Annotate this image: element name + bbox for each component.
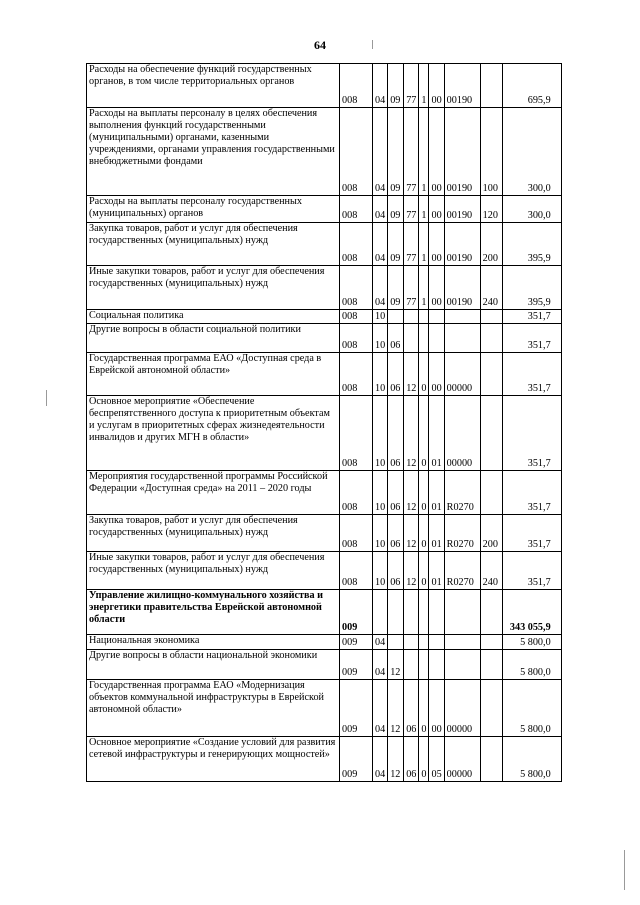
subprogram-code: 0 (419, 353, 429, 396)
program-code: 12 (404, 515, 419, 552)
program-code (404, 310, 419, 324)
event-code: 00 (429, 108, 444, 196)
amount: 351,7 (502, 310, 561, 324)
subprogram-code: 0 (419, 680, 429, 737)
table-row (87, 680, 562, 737)
table-body (87, 64, 562, 782)
section-code: 10 (373, 471, 388, 515)
event-code (429, 650, 444, 680)
section-code: 10 (373, 396, 388, 471)
ministry-code: 009 (340, 635, 373, 650)
expense-type-code (480, 310, 502, 324)
expense-type-code (480, 471, 502, 515)
subsection-code: 12 (388, 737, 404, 782)
table-row (87, 353, 562, 396)
direction-code: 00190 (444, 64, 480, 108)
section-code: 10 (373, 552, 388, 590)
ministry-code: 008 (340, 196, 373, 223)
direction-code: R0270 (444, 515, 480, 552)
expense-name: Государственная программа ЕАО «Модернизация объектов коммунальной инфраструктуры в Еврейской автономной области» (87, 680, 340, 737)
ministry-code: 008 (340, 324, 373, 353)
amount: 351,7 (502, 353, 561, 396)
subsection-code: 06 (388, 552, 404, 590)
program-code (404, 635, 419, 650)
section-code: 10 (373, 324, 388, 353)
subprogram-code: 0 (419, 396, 429, 471)
section-code: 10 (373, 310, 388, 324)
section-code: 04 (373, 196, 388, 223)
subsection-code (388, 310, 404, 324)
expense-name: Расходы на выплаты персоналу государственных (муниципальных) органов (87, 196, 340, 223)
expense-name: Другие вопросы в области национальной экономики (87, 650, 340, 680)
section-code: 04 (373, 223, 388, 266)
direction-code (444, 324, 480, 353)
amount: 351,7 (502, 471, 561, 515)
scan-mark-top (372, 40, 373, 49)
direction-code (444, 310, 480, 324)
amount: 300,0 (502, 108, 561, 196)
program-code: 12 (404, 471, 419, 515)
amount: 351,7 (502, 515, 561, 552)
table-row (87, 552, 562, 590)
expense-type-code: 200 (480, 515, 502, 552)
subsection-code: 06 (388, 515, 404, 552)
program-code: 12 (404, 353, 419, 396)
expense-name: Основное мероприятие «Обеспечение беспрепятственного доступа к приоритетным объектам и услугам в приоритетных сферах жизнедеятельности инвалидов и других МГН в области» (87, 396, 340, 471)
event-code (429, 635, 444, 650)
subsection-code: 06 (388, 324, 404, 353)
table-row (87, 515, 562, 552)
event-code: 00 (429, 680, 444, 737)
expense-type-code (480, 396, 502, 471)
direction-code: 00190 (444, 108, 480, 196)
subprogram-code: 0 (419, 737, 429, 782)
ministry-code: 008 (340, 310, 373, 324)
table-row (87, 266, 562, 310)
direction-code (444, 635, 480, 650)
direction-code: R0270 (444, 471, 480, 515)
program-code: 77 (404, 64, 419, 108)
event-code: 01 (429, 396, 444, 471)
table-row (87, 324, 562, 353)
subsection-code: 06 (388, 396, 404, 471)
amount: 5 800,0 (502, 635, 561, 650)
subprogram-code: 1 (419, 196, 429, 223)
event-code: 01 (429, 552, 444, 590)
budget-table (86, 63, 562, 782)
expense-name: Государственная программа ЕАО «Доступная среда в Еврейской автономной области» (87, 353, 340, 396)
table-row (87, 635, 562, 650)
table-row (87, 471, 562, 515)
ministry-code: 009 (340, 650, 373, 680)
expense-type-code (480, 590, 502, 635)
ministry-code: 008 (340, 223, 373, 266)
expense-name: Мероприятия государственной программы Российской Федерации «Доступная среда» на 2011 – 2020 годы (87, 471, 340, 515)
subprogram-code: 0 (419, 471, 429, 515)
program-code: 77 (404, 223, 419, 266)
subprogram-code: 1 (419, 64, 429, 108)
subsection-code: 09 (388, 196, 404, 223)
subprogram-code: 1 (419, 266, 429, 310)
direction-code: R0270 (444, 552, 480, 590)
table-row (87, 64, 562, 108)
expense-type-code (480, 324, 502, 353)
direction-code (444, 650, 480, 680)
program-code (404, 324, 419, 353)
expense-type-code: 240 (480, 266, 502, 310)
subprogram-code (419, 650, 429, 680)
amount: 5 800,0 (502, 650, 561, 680)
subsection-code: 12 (388, 650, 404, 680)
subsection-code (388, 590, 404, 635)
expense-type-code: 200 (480, 223, 502, 266)
subprogram-code: 1 (419, 108, 429, 196)
ministry-code: 008 (340, 64, 373, 108)
subsection-code: 06 (388, 353, 404, 396)
table-row (87, 737, 562, 782)
expense-name: Расходы на выплаты персоналу в целях обеспечения выполнения функций государственными (муниципальными) органами, казенными учреждениями, органами управления государственными внебюджетными фондами (87, 108, 340, 196)
ministry-code: 009 (340, 590, 373, 635)
program-code: 77 (404, 266, 419, 310)
program-code: 12 (404, 396, 419, 471)
subprogram-code: 0 (419, 552, 429, 590)
subsection-code: 09 (388, 108, 404, 196)
program-code: 06 (404, 737, 419, 782)
expense-name: Другие вопросы в области социальной политики (87, 324, 340, 353)
expense-type-code (480, 650, 502, 680)
section-code: 04 (373, 680, 388, 737)
program-code: 12 (404, 552, 419, 590)
ministry-code: 009 (340, 737, 373, 782)
event-code: 00 (429, 266, 444, 310)
event-code (429, 590, 444, 635)
table-row (87, 108, 562, 196)
expense-type-code (480, 353, 502, 396)
amount: 695,9 (502, 64, 561, 108)
subsection-code: 06 (388, 471, 404, 515)
direction-code: 00190 (444, 266, 480, 310)
direction-code: 00000 (444, 737, 480, 782)
expense-type-code: 240 (480, 552, 502, 590)
expense-type-code (480, 635, 502, 650)
program-code: 77 (404, 108, 419, 196)
subsection-code: 12 (388, 680, 404, 737)
subprogram-code: 1 (419, 223, 429, 266)
table-row (87, 196, 562, 223)
direction-code: 00000 (444, 680, 480, 737)
program-code (404, 650, 419, 680)
ministry-code: 008 (340, 353, 373, 396)
subprogram-code: 0 (419, 515, 429, 552)
event-code: 00 (429, 64, 444, 108)
expense-name: Иные закупки товаров, работ и услуг для обеспечения государственных (муниципальных) нужд (87, 266, 340, 310)
table-row (87, 310, 562, 324)
expense-type-code (480, 737, 502, 782)
amount: 351,7 (502, 396, 561, 471)
ministry-code: 009 (340, 680, 373, 737)
section-code: 04 (373, 64, 388, 108)
section-code: 10 (373, 515, 388, 552)
expense-name: Закупка товаров, работ и услуг для обеспечения государственных (муниципальных) нужд (87, 223, 340, 266)
subsection-code: 09 (388, 266, 404, 310)
ministry-code: 008 (340, 396, 373, 471)
table-row (87, 223, 562, 266)
subprogram-code (419, 324, 429, 353)
expense-name: Социальная политика (87, 310, 340, 324)
event-code (429, 324, 444, 353)
amount: 300,0 (502, 196, 561, 223)
subsection-code (388, 635, 404, 650)
table-row (87, 396, 562, 471)
expense-type-code (480, 680, 502, 737)
expense-name: Управление жилищно-коммунального хозяйства и энергетики правительства Еврейской автономной области (87, 590, 340, 635)
subsection-code: 09 (388, 64, 404, 108)
subsection-code: 09 (388, 223, 404, 266)
direction-code (444, 590, 480, 635)
event-code: 00 (429, 353, 444, 396)
expense-name: Закупка товаров, работ и услуг для обеспечения государственных (муниципальных) нужд (87, 515, 340, 552)
program-code: 77 (404, 196, 419, 223)
section-code: 04 (373, 108, 388, 196)
amount: 5 800,0 (502, 737, 561, 782)
expense-type-code: 120 (480, 196, 502, 223)
direction-code: 00190 (444, 196, 480, 223)
amount: 351,7 (502, 324, 561, 353)
event-code: 01 (429, 515, 444, 552)
expense-name: Иные закупки товаров, работ и услуг для обеспечения государственных (муниципальных) нужд (87, 552, 340, 590)
ministry-code: 008 (340, 108, 373, 196)
expense-name: Расходы на обеспечение функций государственных органов, в том числе территориальных органов (87, 64, 340, 108)
section-code: 04 (373, 650, 388, 680)
ministry-code: 008 (340, 471, 373, 515)
ministry-code: 008 (340, 266, 373, 310)
expense-name: Основное мероприятие «Создание условий для развития сетевой инфраструктуры и генерирующих мощностей» (87, 737, 340, 782)
subprogram-code (419, 310, 429, 324)
section-code: 04 (373, 266, 388, 310)
program-code (404, 590, 419, 635)
event-code (429, 310, 444, 324)
event-code: 01 (429, 471, 444, 515)
table-row (87, 590, 562, 635)
ministry-code: 008 (340, 515, 373, 552)
direction-code: 00000 (444, 396, 480, 471)
expense-type-code: 100 (480, 108, 502, 196)
section-code (373, 590, 388, 635)
section-code: 04 (373, 737, 388, 782)
event-code: 05 (429, 737, 444, 782)
amount: 343 055,9 (502, 590, 561, 635)
event-code: 00 (429, 196, 444, 223)
subprogram-code (419, 635, 429, 650)
table-row (87, 650, 562, 680)
event-code: 00 (429, 223, 444, 266)
amount: 351,7 (502, 552, 561, 590)
expense-name: Национальная экономика (87, 635, 340, 650)
direction-code: 00000 (444, 353, 480, 396)
amount: 5 800,0 (502, 680, 561, 737)
amount: 395,9 (502, 266, 561, 310)
section-code: 10 (373, 353, 388, 396)
program-code: 06 (404, 680, 419, 737)
ministry-code: 008 (340, 552, 373, 590)
direction-code: 00190 (444, 223, 480, 266)
subprogram-code (419, 590, 429, 635)
page-number: 64 (314, 38, 326, 52)
expense-type-code (480, 64, 502, 108)
amount: 395,9 (502, 223, 561, 266)
scan-mark-left (46, 390, 47, 406)
scan-mark-right (624, 850, 625, 890)
section-code: 04 (373, 635, 388, 650)
